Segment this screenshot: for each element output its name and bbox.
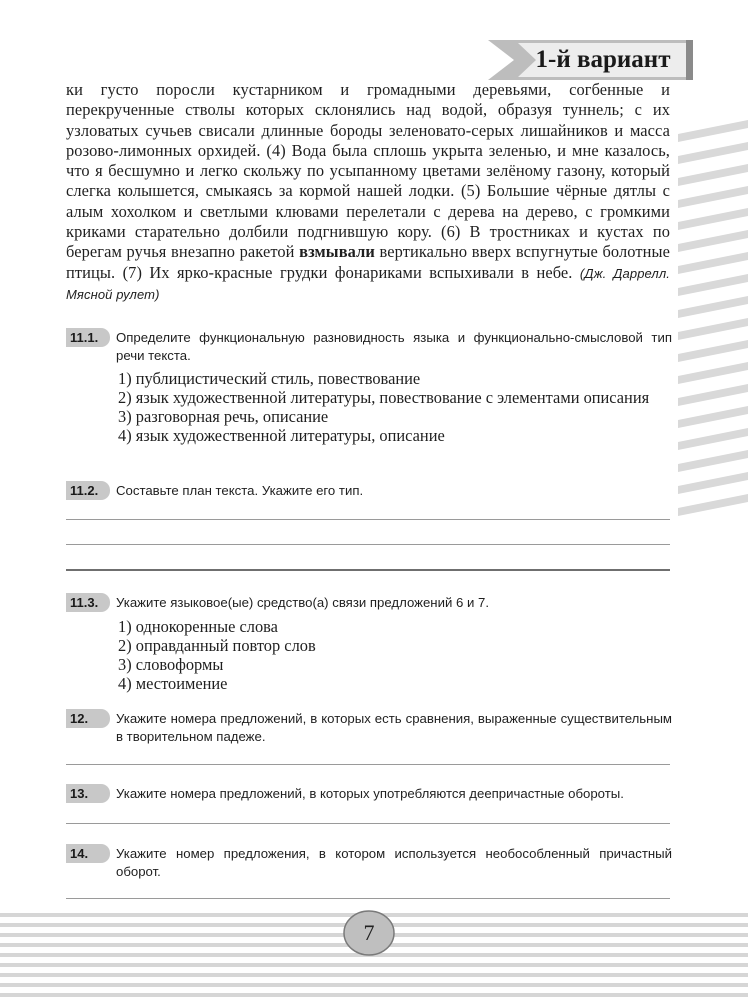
answer-line[interactable]	[66, 544, 670, 545]
passage-part-1: ки густо поросли кустарником и громадными деревьями, согбенные и перекрученные стволы которых склонялись над водой, образуя туннель; с их узловатых сучьев свисали длинные бороды зеленовато-серых лишайников и масса розово-лимонных орхидей. (4) Вода была сплошь укрыта зеленью, и мне казалось, что я бесшумно и легко скольжу по усыпанному цветами зелёному газону, который слегка колышется, смыкаясь за кормой нашей лодки. (5) Большие чёрные дятлы с алым хохолком и светлыми клювами перелетали с дерева на дерево, с громкими криками старательно долбили подгнившую кору. (6) В тростниках и кустах по берегам ручья внезапно ракетой	[66, 80, 670, 262]
task-number-badge: 11.3.	[66, 593, 110, 612]
task-12	[66, 709, 676, 749]
answer-option[interactable]: 2) язык художественной литературы, повествование с элементами описания	[118, 388, 650, 407]
task-question: Составьте план текста. Укажите его тип.	[116, 483, 364, 498]
answer-line[interactable]	[66, 519, 670, 520]
passage-bold-word: взмывали	[299, 242, 375, 262]
answer-line[interactable]	[66, 569, 670, 571]
task-number-badge: 13.	[66, 784, 110, 803]
variant-label: 1-й вариант	[535, 46, 671, 73]
task-number-badge: 12.	[66, 709, 110, 728]
task-number-badge: 14.	[66, 844, 110, 863]
answer-line[interactable]	[66, 823, 670, 824]
task-13	[66, 784, 676, 806]
answer-option[interactable]: 3) словоформы	[118, 655, 224, 674]
right-stripes-decoration	[678, 120, 748, 530]
passage-text	[66, 80, 670, 305]
task-number-badge: 11.1.	[66, 328, 110, 347]
answer-option[interactable]: 4) местоимение	[118, 674, 228, 693]
passage-part-2: вертикально вверх вспугнутые болотные птицы. (7) Их ярко-красные грудки фонариками вспыхивали в небе.	[66, 242, 670, 282]
task-question: Укажите языковое(ые) средство(а) связи предложений 6 и 7.	[116, 595, 490, 610]
answer-option[interactable]: 4) язык художественной литературы, описание	[118, 426, 445, 445]
answer-line[interactable]	[66, 764, 670, 765]
task-11-3	[66, 593, 676, 695]
task-question: Укажите номер предложения, в котором используется необособленный причастный оборот.	[116, 846, 672, 879]
answer-line[interactable]	[66, 898, 670, 899]
answer-options	[118, 369, 674, 445]
page-number: 7	[363, 920, 375, 945]
task-question: Укажите номера предложений, в которых есть сравнения, выраженные существительным в творительном падеже.	[116, 711, 672, 744]
task-11-1	[66, 328, 676, 468]
passage-source: (Дж. Даррелл. Мясной рулет)	[66, 265, 670, 302]
answer-option[interactable]: 2) оправданный повтор слов	[118, 636, 316, 655]
answer-option[interactable]: 1) публицистический стиль, повествование	[118, 369, 421, 388]
answer-options	[118, 617, 674, 693]
task-14	[66, 844, 676, 884]
task-11-2	[66, 481, 676, 503]
task-number-badge: 11.2.	[66, 481, 110, 500]
answer-option[interactable]: 3) разговорная речь, описание	[118, 407, 329, 426]
answer-option[interactable]: 1) однокоренные слова	[118, 617, 278, 636]
task-question: Укажите номера предложений, в которых употребляются деепричастные обороты.	[116, 786, 624, 801]
task-question: Определите функциональную разновидность языка и функционально-смысловой тип речи текста.	[116, 330, 672, 363]
